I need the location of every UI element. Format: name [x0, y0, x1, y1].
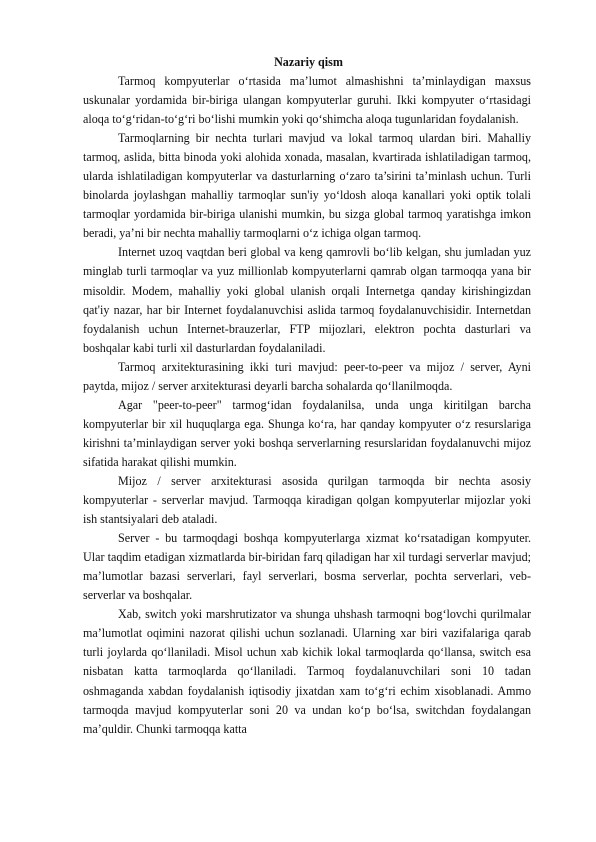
paragraph-network-definition: Tarmoq kompyuterlar o‘rtasida ma’lumot almashishni ta’minlaydigan maxsus uskunalar yordamida bir-biriga ulangan kompyuterlar guruhi. Ikki kompyuter o‘rtasidagi aloqa to‘g‘ridan-to‘g‘ri bo‘lishi mumkin yoki qo‘shimcha aloqa tugunlaridan foydalanish. — [83, 74, 531, 127]
paragraph-server: Server - bu tarmoqdagi boshqa kompyuterlarga xizmat ko‘rsatadigan kompyuter. Ular taqdim etadigan xizmatlarda bir-biridan farq qiladigan har xil turdagi serverlar mavjud; ma’lumotlar bazasi serverlari, fayl serverlari, bosma serverlar, pochta serverlari, veb-serverlar va boshqalar. — [83, 531, 531, 603]
paragraph-internet: Internet uzoq vaqtdan beri global va keng qamrovli bo‘lib kelgan, shu jumladan yuz minglab turli tarmoqlar va yuz millionlab kompyuterlarni qamrab olgan tarmoqqa yana bir misoldir. Modem, mahalliy yoki global ulanish orqali Internetga qanday kirishingizdan qat'iy nazar, har bir Internet foydalanuvchisi aslida tarmoq foydalanuvchisidir. Internetdan foydalanish uchun Internet-brauzerlar, FTP mijozlari, elektron pochta dasturlari va boshqalar kabi turli xil dasturlardan foydalaniladi. — [83, 245, 531, 355]
paragraph-architecture-types: Tarmoq arxitekturasining ikki turi mavjud: peer-to-peer va mijoz / server, Ayni paytda, mijoz / server arxitekturasi deyarli barcha sohalarda qo‘llanilmoqda. — [83, 359, 531, 393]
paragraph-client-server: Mijoz / server arxitekturasi asosida qurilgan tarmoqda bir nechta asosiy kompyuterlar - serverlar mavjud. Tarmoqqa kiradigan qolgan kompyuterlar mijozlar yoki ish stantsiyalari deb ataladi. — [83, 473, 531, 527]
paragraph-hub-switch: Xab, switch yoki marshrutizator va shunga uhshash tarmoqni bog‘lovchi qurilmalar ma’lumotlat oqimini nazorat qilishi uchun sozlanadi. Ularning xar biri vazifalariga qarab turli joylarda qo‘llaniladi. Misol uchun xab kichik lokal tarmoqlarda qo‘llansa, switch esa nisbatan katta tarmoqlarda qo‘llaniladi. Tarmoq foydalanuvchilari soni 10 tadan oshmaganda xabdan foydalanish iqtisodiy jixatdan xam to‘g‘ri echim xisoblanadi. Ammo tarmoqda mavjud kompyuterlar soni 20 va undan ko‘p bo‘lsa, switchdan foydalangan ma’quldir. Chunki tarmoqqa katta — [83, 607, 531, 736]
paragraph-network-types: Tarmoqlarning bir nechta turlari mavjud va lokal tarmoq ulardan biri. Mahalliy tarmoq, aslida, bitta binoda yoki alohida xonada, masalan, kvartirada ishlatiladigan tarmoq, ularda ishlatiladigan kompyuterlar va dasturlarning o‘zaro ta’sirini ta’minlash uchun. Turli binolarda joylashgan mahalliy tarmoqlar sun'iy yo‘ldosh aloqa kanallari yoki optik tolali tarmoqlar yordamida bir-biriga ulanishi mumkin, bu sizga global tarmoq yaratishga imkon beradi, ya’ni bir nechta mahalliy tarmoqlarni o‘z ichiga olgan tarmoq. — [83, 131, 531, 241]
paragraph-peer-to-peer: Agar "peer-to-peer" tarmog‘idan foydalanilsa, unda unga kiritilgan barcha kompyuterlar bir xil huquqlarga ega. Shunga ko‘ra, har qanday kompyuter o‘z resurslariga kirishni ta’minlaydigan server yoki boshqa serverlarning resurslaridan foydalanuvchi mijoz sifatida harakat qilishi mumkin. — [83, 397, 531, 469]
section-title: Nazariy qism — [274, 55, 343, 69]
document-page — [83, 53, 531, 739]
